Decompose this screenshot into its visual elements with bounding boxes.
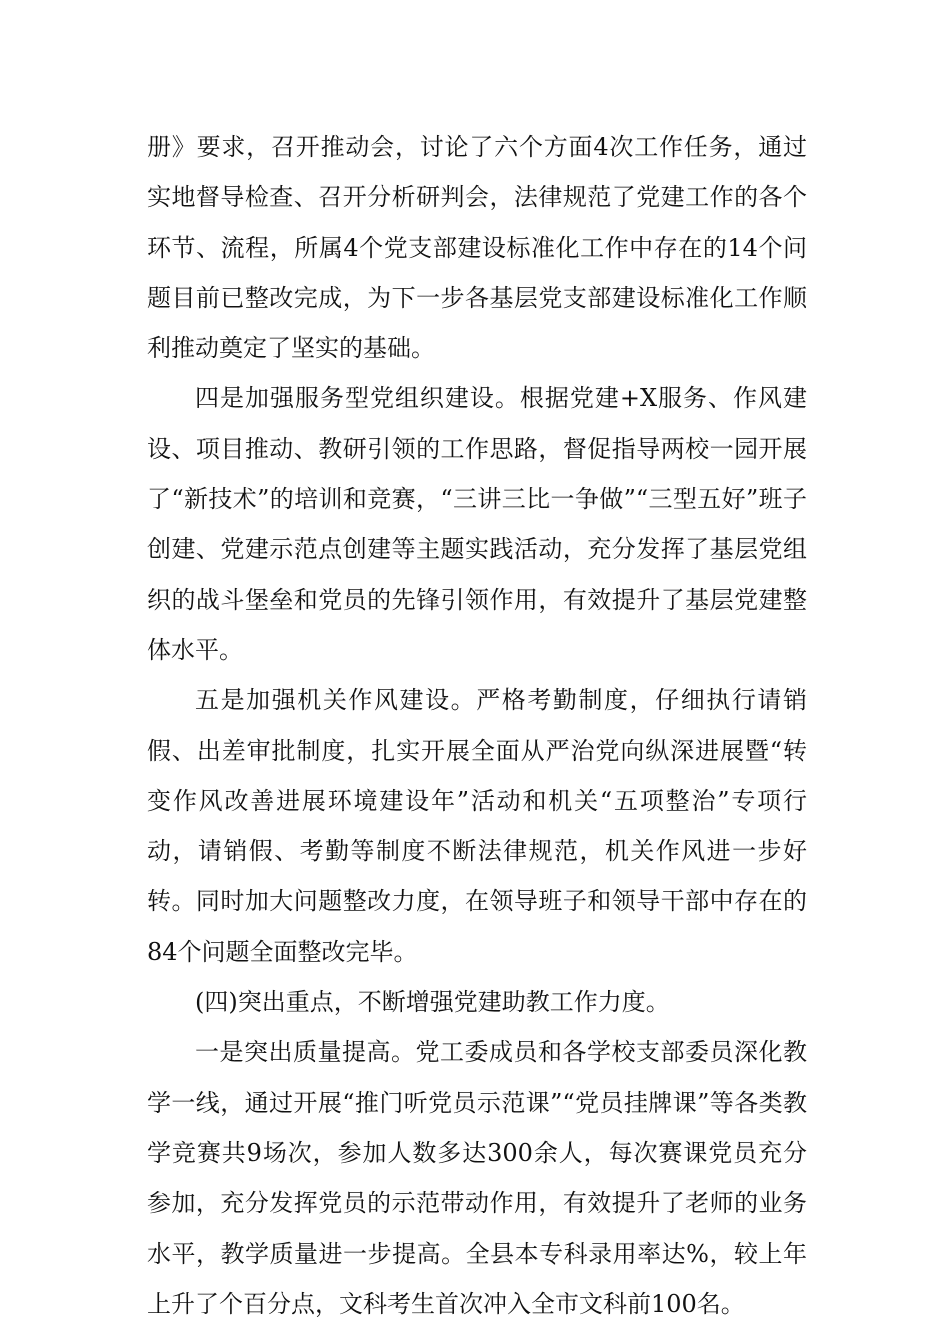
paragraph-service-party-building: 四是加强服务型党组织建设。根据党建+X服务、作风建设、项目推动、教研引领的工作思路，督促指导两校一园开展了“新技术”的培训和竞赛，“三讲三比一争做”“三型五好”班子创建、党建示范点创建等主题实践活动，充分发挥了基层党组织的战斗堡垒和党员的先锋引领作用，有效提升了基层党建整体水平。: [147, 384, 807, 664]
paragraph-continuation: 册》要求，召开推动会，讨论了六个方面4次工作任务，通过实地督导检查、召开分析研判会，法律规范了党建工作的各个环节、流程，所属4个党支部建设标准化工作中存在的14个问题目前已整改完成，为下一步各基层党支部建设标准化工作顺利推动奠定了坚实的基础。: [147, 133, 807, 363]
document-body: [147, 122, 807, 1329]
paragraph-quality-improvement: 一是突出质量提高。党工委成员和各学校支部委员深化教学一线，通过开展“推门听党员示范课”“党员挂牌课”等各类教学竞赛共9场次，参加人数多达300余人，每次赛课党员充分参加，充分发挥党员的示范带动作用，有效提升了老师的业务水平，教学质量进一步提高。全县本专科录用率达%，较上年上升了个百分点，文科考生首次冲入全市文科前100名。: [147, 1038, 807, 1318]
section-heading-4: (四)突出重点，不断增强党建助教工作力度。: [195, 988, 670, 1017]
paragraph-organ-work-style: 五是加强机关作风建设。严格考勤制度，仔细执行请销假、出差审批制度，扎实开展全面从严治党向纵深进展暨“转变作风改善进展环境建设年”活动和机关“五项整治”专项行动，请销假、考勤等制度不断法律规范，机关作风进一步好转。同时加大问题整改力度，在领导班子和领导干部中存在的84个问题全面整改完毕。: [147, 686, 807, 966]
